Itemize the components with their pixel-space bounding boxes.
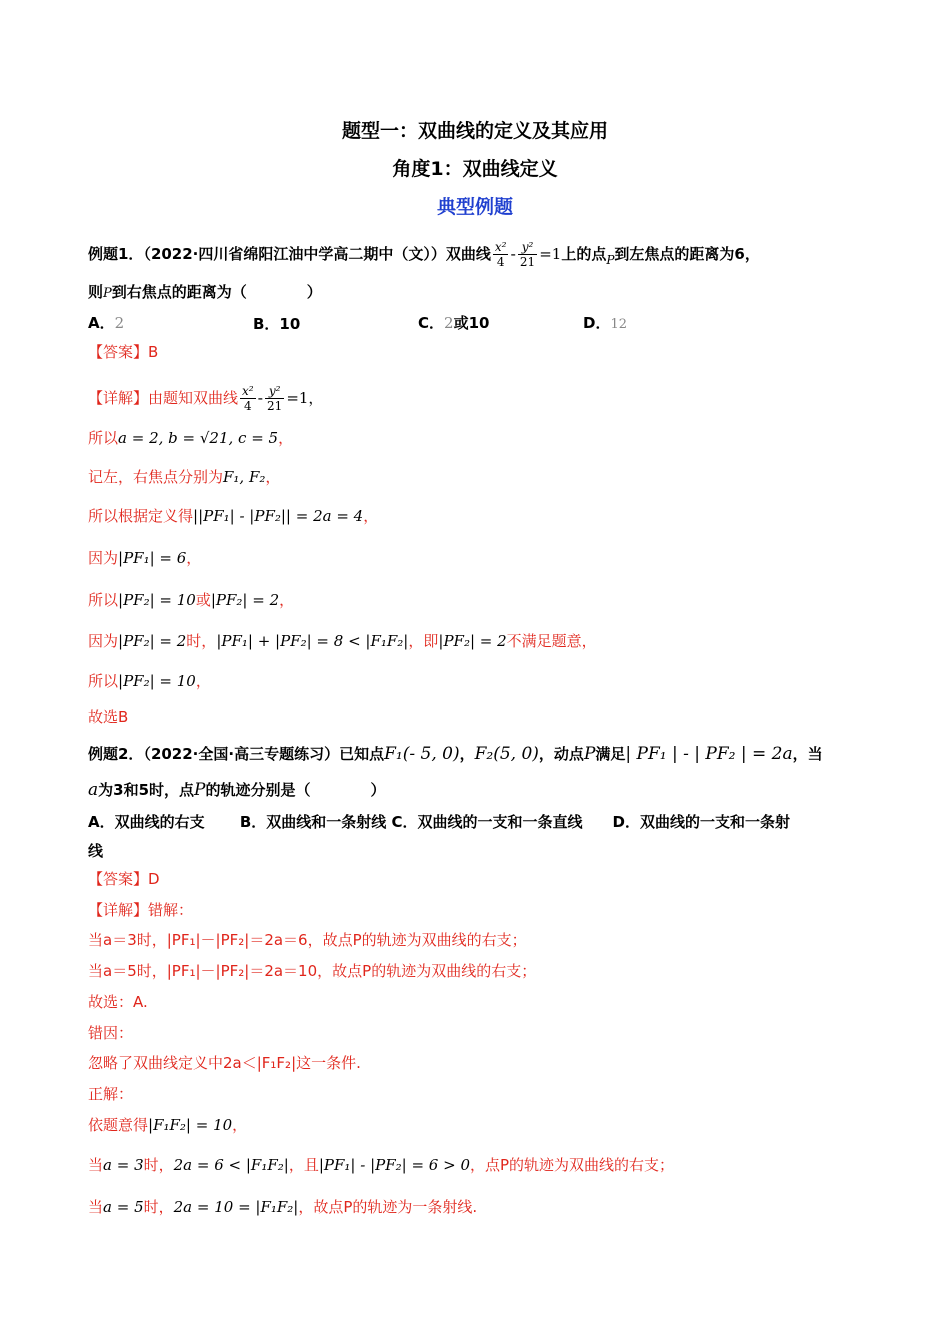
- step-foci: 记左，右焦点分别为F₁, F₂，: [88, 468, 281, 486]
- example1-conclusion: 故选B: [88, 708, 129, 726]
- wrong-step-1: 当a＝3时，|PF₁|－|PF₂|＝2a＝6，故点P的轨迹为双曲线的右支；: [88, 931, 527, 949]
- minus-sign: -: [510, 245, 516, 263]
- step-pf1: 因为|PF₁| = 6，: [88, 549, 202, 567]
- correct-step-2: 当a = 3时，2a = 6 < |F₁F₂|，且|PF₁| - |PF₂| = 6 > 0，点P的轨迹为双曲线的右支；: [88, 1156, 675, 1174]
- example2-options-cont: 线: [88, 842, 104, 860]
- example1-label: 例题1．: [88, 245, 144, 263]
- correct-label: 正解：: [88, 1085, 134, 1103]
- example1-question-line1: [88, 240, 760, 269]
- option-a[interactable]: A．2: [88, 314, 125, 332]
- step-check: 因为|PF₂| = 2时，|PF₁| + |PF₂| = 8 < |F₁F₂|，即|PF₂| = 2不满足题意，: [88, 632, 597, 650]
- fraction-y2-over-21: $\frac{\text{y²}}{21}$: [519, 240, 536, 269]
- correct-step-3: 当a = 5时，2a = 10 = |F₁F₂|，故点P的轨迹为一条射线.: [88, 1198, 478, 1216]
- point-p-2: P: [103, 286, 112, 301]
- correct-step-1: 依题意得|F₁F₂| = 10，: [88, 1116, 248, 1134]
- example1-text-c: 到左焦点的距离为6，: [614, 245, 760, 263]
- example1-line2-b: 到右焦点的距离为（ ）: [111, 283, 322, 301]
- example2-label: 例题2．: [88, 745, 144, 763]
- step-abc: 所以a = 2, b = √21, c = 5，: [88, 429, 294, 447]
- fraction-x2-over-4-detail: $\frac{\text{x²}}{4}$: [242, 384, 254, 413]
- example2-detail: 【详解】错解：: [88, 901, 194, 919]
- example1-line2-a: 则: [88, 283, 104, 301]
- equals-one: =1: [539, 245, 562, 263]
- example1-answer: 【答案】B: [88, 343, 159, 361]
- wrong-conclusion: 故选：A.: [88, 993, 148, 1011]
- condition-formula: | PF₁ | - | PF₂ | = 2a: [625, 744, 793, 764]
- option-d[interactable]: D．12: [583, 314, 627, 332]
- step-result: 所以|PF₂| = 10，: [88, 672, 211, 690]
- point-f2: F₂(5, 0): [474, 744, 539, 764]
- fraction-x2-over-4: $\frac{\text{x²}}{4}$: [494, 240, 507, 269]
- page-title: 题型一：双曲线的定义及其应用: [341, 120, 608, 142]
- example1-source: （2022·四川省绵阳江油中学高二期中（文））: [143, 245, 446, 263]
- reason-text: 忽略了双曲线定义中2a＜|F₁F₂|这一条件.: [88, 1054, 361, 1072]
- example2-options[interactable]: A．双曲线的右支 B．双曲线和一条射线 C．双曲线的一支和一条直线 D．双曲线的一支和一条射: [88, 813, 790, 831]
- example1-detail: 【详解】由题知双曲线 $\frac{\text{x²}}{4}$ - $\frac{\text{y²}}{21}$ =1，: [88, 384, 324, 413]
- page-subtitle: 角度1：双曲线定义: [392, 158, 558, 180]
- example2-question-line2: a为3和5时，点P的轨迹分别是（ ）: [88, 780, 386, 800]
- example2-source: （2022·全国·高三专题练习）: [143, 745, 340, 763]
- wrong-step-2: 当a＝5时，|PF₁|－|PF₂|＝2a＝10，故点P的轨迹为双曲线的右支；: [88, 962, 537, 980]
- example1-text-b: 上的点: [561, 245, 607, 263]
- step-definition: 所以根据定义得||PF₁| - |PF₂|| = 2a = 4，: [88, 507, 379, 525]
- reason-label: 错因：: [88, 1024, 134, 1042]
- section-heading: 典型例题: [436, 196, 513, 218]
- example2-question-line1: 例题2．（2022·全国·高三专题练习）已知点F₁(- 5, 0)，F₂(5, 0)，动点P满足| PF₁ | - | PF₂ | = 2a，当: [88, 744, 823, 764]
- step-pf2-options: 所以|PF₂| = 10或|PF₂| = 2，: [88, 591, 295, 609]
- example1-text-a: 双曲线: [445, 245, 491, 263]
- fraction-y2-over-21-detail: $\frac{\text{y²}}{21}$: [267, 384, 283, 413]
- example2-answer: 【答案】D: [88, 870, 160, 888]
- example1-question-line2: [88, 282, 322, 304]
- option-c[interactable]: C．2或10: [418, 314, 490, 332]
- option-b[interactable]: B．10: [253, 315, 301, 333]
- point-f1: F₁(- 5, 0): [384, 744, 460, 764]
- point-p: P: [606, 253, 615, 267]
